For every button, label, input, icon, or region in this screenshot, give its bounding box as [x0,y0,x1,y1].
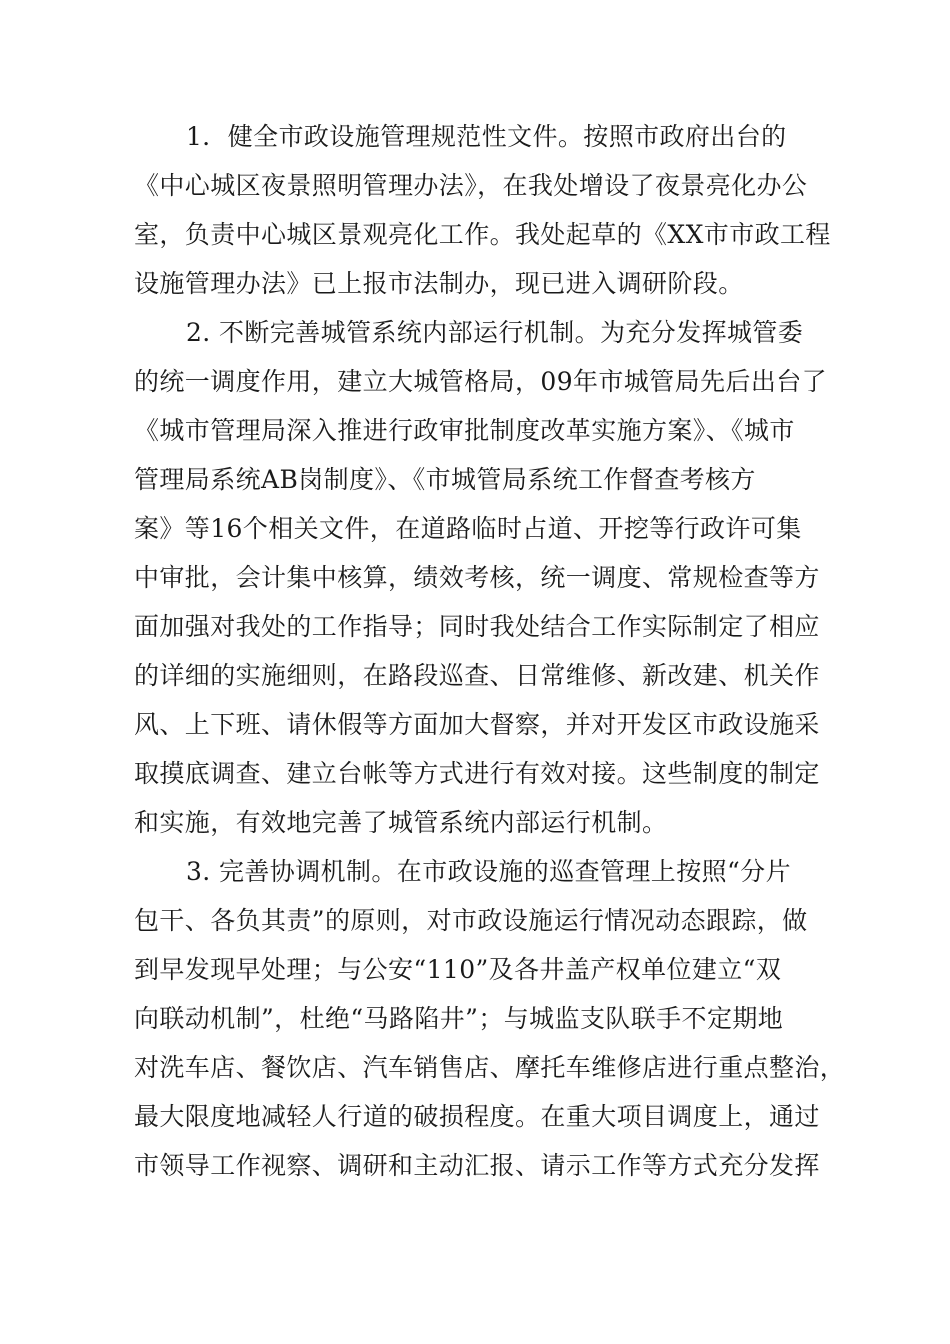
text-line: 3. 完善协调机制。在市政设施的巡查管理上按照“分片 [186,857,791,886]
text-line: 《中心城区夜景照明管理办法》，在我处增设了夜景亮化办公 [134,171,808,200]
text-line: 《城市管理局深入推进行政审批制度改革实施方案》、《城市 [134,416,795,445]
text-line: 的详细的实施细则，在路段巡查、日常维修、新改建、机关作 [134,661,820,690]
paragraph-1 [134,112,834,308]
text-line: 1．健全市政设施管理规范性文件。按照市政府出台的 [186,122,787,151]
paragraph-2 [134,308,834,847]
document-body [134,112,846,1190]
text-line: 管理局系统AB岗制度》、《市城管局系统工作督查考核方 [134,465,756,494]
text-line: 到早发现早处理；与公安“110”及各井盖产权单位建立“双 [134,955,782,984]
text-line: 面加强对我处的工作指导；同时我处结合工作实际制定了相应 [134,612,820,641]
text-line: 和实施，有效地完善了城管系统内部运行机制。 [134,808,668,837]
text-line: 市领导工作视察、调研和主动汇报、请示工作等方式充分发挥 [134,1151,820,1180]
text-line: 中审批，会计集中核算，绩效考核，统一调度、常规检查等方 [134,563,820,592]
text-line: 取摸底调查、建立台帐等方式进行有效对接。这些制度的制定 [134,759,820,788]
text-line: 风、上下班、请休假等方面加大督察，并对开发区市政设施采 [134,710,820,739]
text-line: 2. 不断完善城管系统内部运行机制。为充分发挥城管委 [186,318,804,347]
text-line: 最大限度地减轻人行道的破损程度。在重大项目调度上，通过 [134,1102,820,1131]
text-line: 对洗车店、餐饮店、汽车销售店、摩托车维修店进行重点整治， [134,1053,846,1082]
text-line: 向联动机制”，杜绝“马路陷井”；与城监支队联手不定期地 [134,1004,784,1033]
text-line: 案》等16个相关文件，在道路临时占道、开挖等行政许可集 [134,514,802,543]
text-line: 的统一调度作用，建立大城管格局，09年市城管局先后出台了 [134,367,828,396]
text-line: 包干、各负其责”的原则，对市政设施运行情况动态跟踪，做 [134,906,808,935]
text-line: 设施管理办法》已上报市法制办，现已进入调研阶段。 [134,269,744,298]
text-line: 室，负责中心城区景观亮化工作。我处起草的《XX市市政工程 [134,220,831,249]
paragraph-3 [134,847,846,1190]
